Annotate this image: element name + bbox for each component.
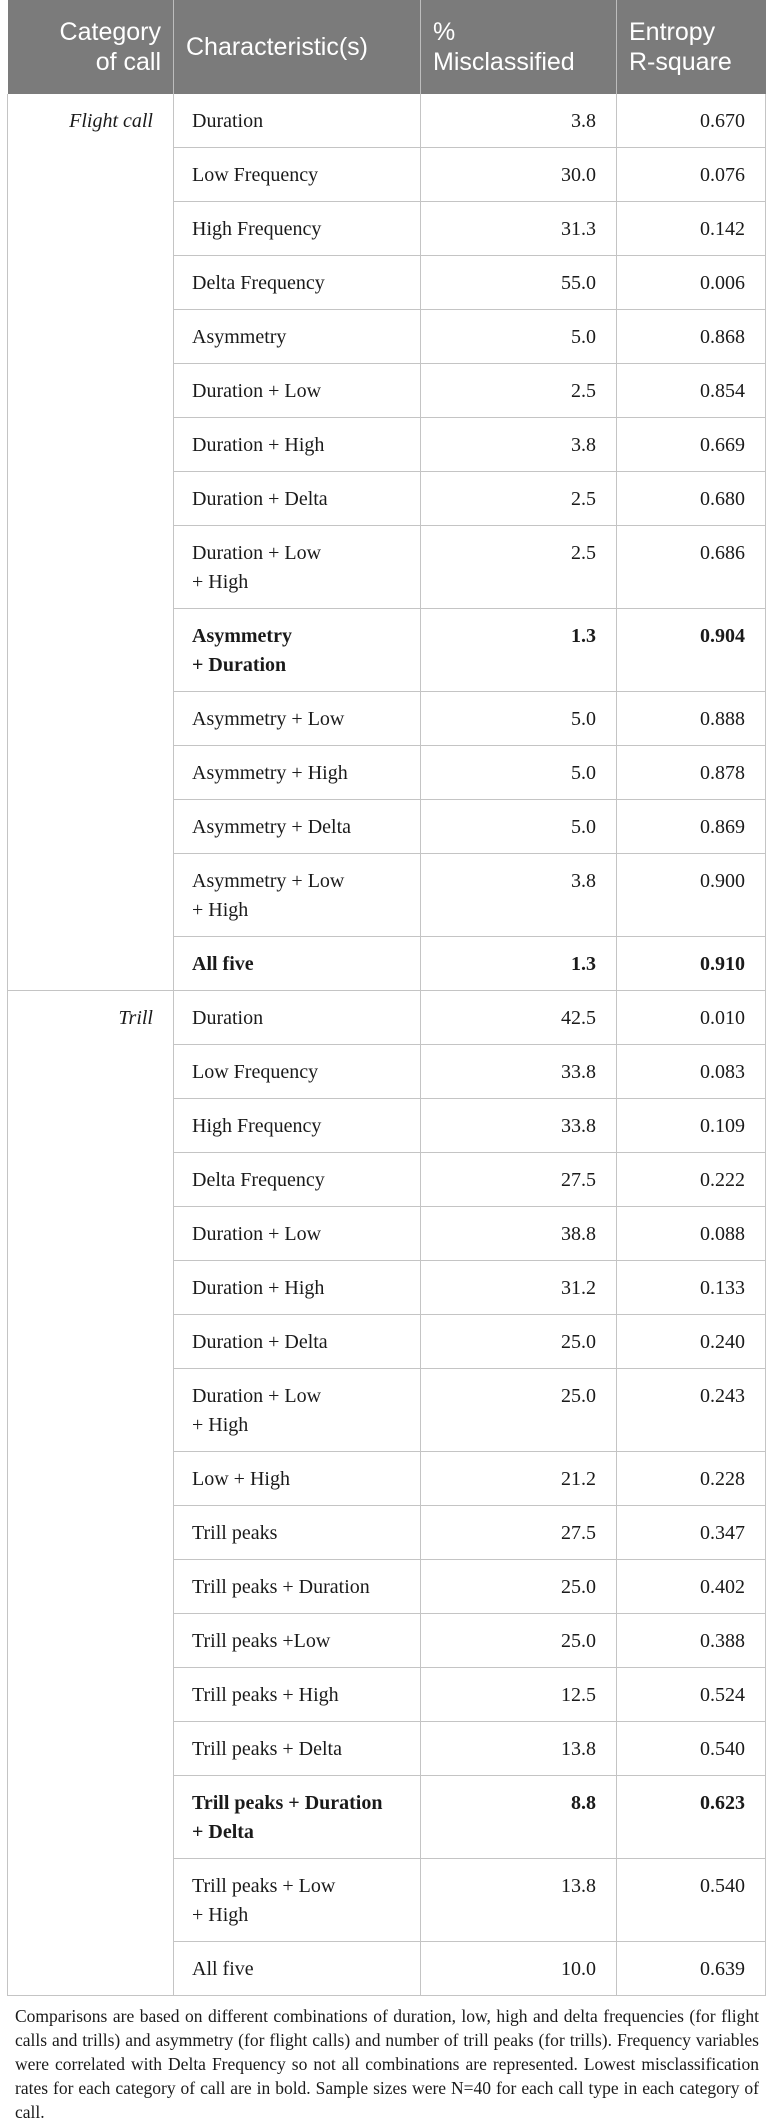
entropy-cell: 0.088	[617, 1207, 766, 1261]
entropy-cell: 0.109	[617, 1099, 766, 1153]
characteristic-cell	[174, 1668, 421, 1722]
misclassified-cell: 27.5	[421, 1153, 617, 1207]
misclassified-cell: 42.5	[421, 991, 617, 1045]
entropy-cell: 0.639	[617, 1942, 766, 1996]
characteristic-line: Duration + Low	[192, 1223, 322, 1245]
header-characteristics	[174, 0, 421, 94]
entropy-cell: 0.540	[617, 1859, 766, 1942]
misclassified-cell: 21.2	[421, 1452, 617, 1506]
characteristic-line: Duration	[192, 1007, 264, 1029]
misclassified-cell: 27.5	[421, 1506, 617, 1560]
characteristic-cell	[174, 1369, 421, 1452]
characteristic-line: Trill peaks + High	[192, 1684, 339, 1706]
entropy-cell: 0.240	[617, 1315, 766, 1369]
characteristic-line: Asymmetry + Low	[192, 708, 345, 730]
characteristic-cell	[174, 256, 421, 310]
entropy-cell: 0.878	[617, 746, 766, 800]
characteristic-cell	[174, 937, 421, 991]
table-body	[8, 94, 766, 1996]
characteristic-line: Asymmetry + Low	[192, 870, 345, 892]
misclassified-cell: 3.8	[421, 418, 617, 472]
characteristic-cell	[174, 1614, 421, 1668]
misclassified-cell: 10.0	[421, 1942, 617, 1996]
characteristic-cell	[174, 746, 421, 800]
header-misclassified	[421, 0, 617, 94]
characteristic-line: High Frequency	[192, 1115, 322, 1137]
characteristic-cell	[174, 418, 421, 472]
entropy-cell: 0.540	[617, 1722, 766, 1776]
entropy-cell: 0.006	[617, 256, 766, 310]
table-row	[8, 991, 766, 1045]
characteristic-cell	[174, 854, 421, 937]
characteristic-line: Low + High	[192, 1468, 290, 1490]
entropy-cell: 0.888	[617, 692, 766, 746]
misclassified-cell: 5.0	[421, 746, 617, 800]
classification-results-table	[7, 0, 766, 1996]
characteristic-cell	[174, 1261, 421, 1315]
characteristic-line: Duration + Delta	[192, 488, 328, 510]
characteristic-cell	[174, 1452, 421, 1506]
characteristic-cell	[174, 94, 421, 148]
entropy-cell: 0.142	[617, 202, 766, 256]
category-cell: Trill	[8, 991, 174, 1996]
characteristic-line: + Delta	[192, 1821, 254, 1843]
header-entropy-line: Entropy	[629, 18, 716, 46]
header-misclassified-line: Misclassified	[433, 48, 575, 76]
header-misclassified-line: %	[433, 18, 456, 46]
misclassified-cell: 25.0	[421, 1614, 617, 1668]
misclassified-cell: 13.8	[421, 1859, 617, 1942]
characteristic-line: Duration + Low	[192, 380, 322, 402]
characteristic-cell	[174, 148, 421, 202]
entropy-cell: 0.910	[617, 937, 766, 991]
characteristic-cell	[174, 1722, 421, 1776]
results-table-container	[7, 0, 765, 2124]
entropy-cell: 0.869	[617, 800, 766, 854]
characteristic-line: Asymmetry + High	[192, 762, 348, 784]
misclassified-cell: 2.5	[421, 526, 617, 609]
entropy-cell: 0.669	[617, 418, 766, 472]
characteristic-cell	[174, 1045, 421, 1099]
entropy-cell: 0.900	[617, 854, 766, 937]
misclassified-cell: 2.5	[421, 472, 617, 526]
characteristic-line: + Duration	[192, 654, 287, 676]
misclassified-cell: 5.0	[421, 692, 617, 746]
entropy-cell: 0.680	[617, 472, 766, 526]
characteristic-line: + High	[192, 899, 249, 921]
characteristic-cell	[174, 1859, 421, 1942]
misclassified-cell: 5.0	[421, 310, 617, 364]
characteristic-cell	[174, 609, 421, 692]
characteristic-cell	[174, 1776, 421, 1859]
entropy-cell: 0.686	[617, 526, 766, 609]
misclassified-cell: 30.0	[421, 148, 617, 202]
entropy-cell: 0.402	[617, 1560, 766, 1614]
header-category	[8, 0, 174, 94]
characteristic-cell	[174, 1315, 421, 1369]
entropy-cell: 0.347	[617, 1506, 766, 1560]
characteristic-line: Duration + Low	[192, 542, 322, 564]
characteristic-line: High Frequency	[192, 218, 322, 240]
characteristic-line: Trill peaks +Low	[192, 1630, 331, 1652]
entropy-cell: 0.904	[617, 609, 766, 692]
characteristic-line: Trill peaks + Delta	[192, 1738, 342, 1760]
header-category-line: Category	[59, 18, 161, 46]
characteristic-line: + High	[192, 1414, 249, 1436]
characteristic-cell	[174, 364, 421, 418]
entropy-cell: 0.868	[617, 310, 766, 364]
characteristic-line: Low Frequency	[192, 1061, 319, 1083]
misclassified-cell: 25.0	[421, 1560, 617, 1614]
misclassified-cell: 33.8	[421, 1045, 617, 1099]
characteristic-cell	[174, 991, 421, 1045]
characteristic-line: Trill peaks + Duration	[192, 1576, 370, 1598]
characteristic-line: Trill peaks + Low	[192, 1875, 336, 1897]
header-row	[8, 0, 766, 94]
characteristic-line: + High	[192, 1904, 249, 1926]
characteristic-line: Delta Frequency	[192, 272, 325, 294]
characteristic-line: Duration	[192, 110, 264, 132]
header-category-line: of call	[95, 48, 161, 76]
entropy-cell: 0.243	[617, 1369, 766, 1452]
entropy-cell: 0.010	[617, 991, 766, 1045]
characteristic-line: All five	[192, 953, 254, 975]
characteristic-line: Asymmetry	[192, 625, 292, 647]
entropy-cell: 0.133	[617, 1261, 766, 1315]
entropy-cell: 0.083	[617, 1045, 766, 1099]
characteristic-line: Asymmetry + Delta	[192, 816, 352, 838]
entropy-cell: 0.623	[617, 1776, 766, 1859]
misclassified-cell: 25.0	[421, 1315, 617, 1369]
characteristic-line: All five	[192, 1958, 254, 1980]
characteristic-line: + High	[192, 571, 249, 593]
characteristic-cell	[174, 472, 421, 526]
table-footnote: Comparisons are based on different combinations of duration, low, high and delta frequencies (for flight calls and trills) and asymmetry (for flight calls) and number of trill peaks (for trills). Frequency variables were correlated with Delta Frequency so not all combinations are represented. Lowest misclassification rates for each category of call are in bold. Sample sizes were N=40 for each call type in each category of call.	[15, 2006, 759, 2122]
characteristic-line: Asymmetry	[192, 326, 287, 348]
characteristic-cell	[174, 692, 421, 746]
characteristic-line: Duration + Delta	[192, 1331, 328, 1353]
category-cell: Flight call	[8, 94, 174, 991]
header-entropy	[617, 0, 766, 94]
entropy-cell: 0.228	[617, 1452, 766, 1506]
misclassified-cell: 31.2	[421, 1261, 617, 1315]
misclassified-cell: 12.5	[421, 1668, 617, 1722]
misclassified-cell: 3.8	[421, 854, 617, 937]
characteristic-cell	[174, 202, 421, 256]
misclassified-cell: 31.3	[421, 202, 617, 256]
characteristic-cell	[174, 1506, 421, 1560]
misclassified-cell: 25.0	[421, 1369, 617, 1452]
misclassified-cell: 55.0	[421, 256, 617, 310]
characteristic-cell	[174, 1942, 421, 1996]
characteristic-line: Trill peaks + Duration	[192, 1792, 383, 1814]
header-entropy-line: R-square	[629, 48, 732, 76]
characteristic-cell	[174, 310, 421, 364]
misclassified-cell: 1.3	[421, 609, 617, 692]
entropy-cell: 0.524	[617, 1668, 766, 1722]
characteristic-line: Duration + Low	[192, 1385, 322, 1407]
characteristic-line: Duration + High	[192, 1277, 325, 1299]
characteristic-cell	[174, 1560, 421, 1614]
misclassified-cell: 13.8	[421, 1722, 617, 1776]
characteristic-line: Duration + High	[192, 434, 325, 456]
header-characteristics-line: Characteristic(s)	[186, 33, 368, 61]
characteristic-line: Low Frequency	[192, 164, 319, 186]
characteristic-line: Trill peaks	[192, 1522, 278, 1544]
misclassified-cell: 8.8	[421, 1776, 617, 1859]
entropy-cell: 0.854	[617, 364, 766, 418]
entropy-cell: 0.222	[617, 1153, 766, 1207]
misclassified-cell: 38.8	[421, 1207, 617, 1261]
misclassified-cell: 2.5	[421, 364, 617, 418]
misclassified-cell: 3.8	[421, 94, 617, 148]
entropy-cell: 0.388	[617, 1614, 766, 1668]
entropy-cell: 0.670	[617, 94, 766, 148]
characteristic-cell	[174, 1207, 421, 1261]
table-row	[8, 94, 766, 148]
characteristic-cell	[174, 800, 421, 854]
misclassified-cell: 33.8	[421, 1099, 617, 1153]
misclassified-cell: 5.0	[421, 800, 617, 854]
characteristic-line: Delta Frequency	[192, 1169, 325, 1191]
characteristic-cell	[174, 1099, 421, 1153]
characteristic-cell	[174, 1153, 421, 1207]
characteristic-cell	[174, 526, 421, 609]
table-header	[8, 0, 766, 94]
entropy-cell: 0.076	[617, 148, 766, 202]
misclassified-cell: 1.3	[421, 937, 617, 991]
